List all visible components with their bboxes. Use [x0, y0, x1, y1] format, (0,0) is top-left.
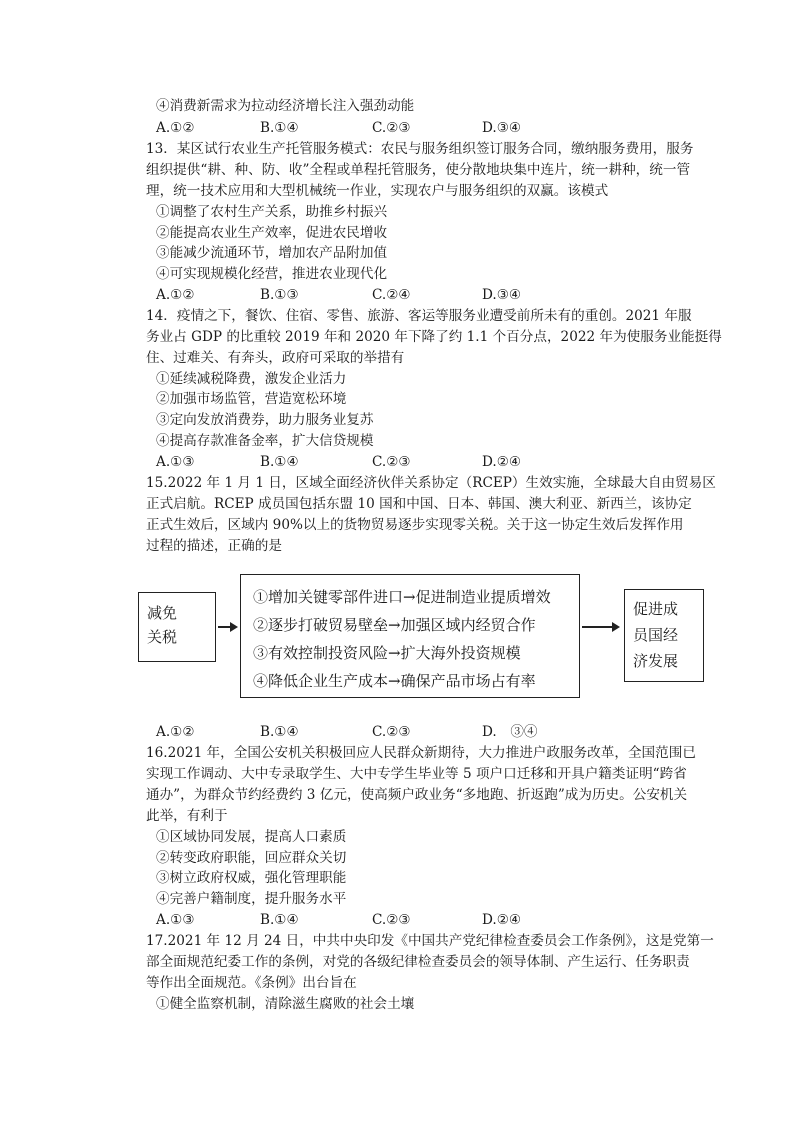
- choice-b: B.①④: [260, 120, 299, 136]
- q17-option-1: ①健全监察机制，清除滋生腐败的社会土壤: [156, 996, 415, 1012]
- end-box-line1: 促进成: [633, 600, 679, 618]
- choice-d: D.③④: [482, 287, 522, 303]
- q17-stem-line3: 等作出全面规范。《条例》出台旨在: [146, 975, 357, 991]
- choice-d: D.②④: [482, 912, 522, 928]
- start-box-line1: 减免: [147, 604, 178, 622]
- rcep-flow-diagram: [130, 562, 710, 712]
- q17-stem-line1: 17.2021 年 12 月 24 日，中共中央印发《中国共产党纪律检查委员会工作条例》，这是党第一: [146, 933, 714, 949]
- choice-d: D. ③④: [482, 724, 538, 740]
- prev-option-4: ④消费新需求为拉动经济增长注入强劲动能: [156, 98, 415, 114]
- q15-stem-line3: 正式生效后，区域内 90%以上的货物贸易逐步实现零关税。关于这一协定生效后发挥作用: [146, 517, 684, 533]
- start-box-line2: 关税: [147, 628, 178, 646]
- diagram-item-1: ①增加关键零部件进口→促进制造业提质增效: [253, 588, 551, 606]
- q13-option-4: ④可实现规模化经营，推进农业现代化: [156, 266, 388, 282]
- q16-option-3: ③树立政府权威，强化管理职能: [156, 870, 347, 886]
- diagram-middle-box: [240, 574, 580, 698]
- choice-b: B.①④: [260, 454, 299, 470]
- q16-stem-line1: 16.2021 年，全国公安机关积极回应人民群众新期待，大力推进户政服务改革，全国范围已: [146, 745, 696, 761]
- choice-d: D.③④: [482, 120, 522, 136]
- choice-b: B.①④: [260, 724, 299, 740]
- q15-stem-line4: 过程的描述，正确的是: [146, 538, 282, 554]
- end-box-line3: 济发展: [633, 652, 679, 670]
- choice-c: C.②④: [372, 287, 411, 303]
- q16-option-4: ④完善户籍制度，提升服务水平: [156, 891, 347, 907]
- q15-stem-line2: 正式启航。RCEP 成员国包括东盟 10 国和中国、日本、韩国、澳大利亚、新西兰，该协定: [146, 496, 692, 512]
- q13-stem-line3: 理，统一技术应用和大型机械统一作业，实现农户与服务组织的双赢。该模式: [146, 183, 609, 199]
- choice-b: B.①③: [260, 287, 299, 303]
- arrow-right-icon: [582, 626, 618, 628]
- diagram-item-3: ③有效控制投资风险→扩大海外投资规模: [253, 644, 521, 662]
- q14-option-2: ②加强市场监管，营造宽松环境: [156, 391, 347, 407]
- q13-stem-line2: 组织提供“耕、种、防、收”全程或单程托管服务，使分散地块集中连片，统一耕种，统一管: [146, 162, 691, 178]
- q14-option-1: ①延续减税降费，激发企业活力: [156, 371, 347, 387]
- choice-a: A.①②: [156, 120, 195, 136]
- choice-c: C.②③: [372, 724, 411, 740]
- arrow-right-icon: [218, 626, 236, 628]
- q16-stem-line2: 实现工作调动、大中专录取学生、大中专学生毕业等 5 项户口迁移和开具户籍类证明“跨省: [146, 766, 687, 782]
- choice-a: A.①③: [156, 912, 195, 928]
- choice-c: C.②③: [372, 454, 411, 470]
- choice-d: D.②④: [482, 454, 522, 470]
- q15-stem-line1: 15.2022 年 1 月 1 日，区域全面经济伙伴关系协定（RCEP）生效实施，全球最大自由贸易区: [146, 475, 716, 491]
- choice-c: C.②③: [372, 912, 411, 928]
- choice-b: B.①④: [260, 912, 299, 928]
- end-box-line2: 员国经: [633, 626, 679, 644]
- diagram-item-2: ②逐步打破贸易壁垒→加强区域内经贸合作: [253, 616, 536, 634]
- diagram-item-4: ④降低企业生产成本→确保产品市场占有率: [253, 672, 536, 690]
- q16-option-2: ②转变政府职能，回应群众关切: [156, 850, 347, 866]
- q14-stem-line1: 14．疫情之下，餐饮、住宿、零售、旅游、客运等服务业遭受前所未有的重创。2021 年服: [146, 308, 692, 324]
- q14-option-3: ③定向发放消费券，助力服务业复苏: [156, 412, 374, 428]
- q16-option-1: ①区域协同发展，提高人口素质: [156, 829, 347, 845]
- q13-option-3: ③能减少流通环节，增加农产品附加值: [156, 245, 388, 261]
- q13-option-2: ②能提高农业生产效率，促进农民增收: [156, 225, 388, 241]
- q14-option-4: ④提高存款准备金率，扩大信贷规模: [156, 433, 374, 449]
- q13-stem-line1: 13．某区试行农业生产托管服务模式：农民与服务组织签订服务合同，缴纳服务费用，服务: [146, 141, 694, 157]
- diagram-start-box: [138, 592, 216, 662]
- choice-a: A.①②: [156, 724, 195, 740]
- diagram-end-box: [624, 589, 704, 682]
- q14-stem-line2: 务业占 GDP 的比重较 2019 年和 2020 年下降了约 1.1 个百分点，2022 年为使服务业能挺得: [146, 329, 722, 345]
- choice-c: C.②③: [372, 120, 411, 136]
- q16-stem-line4: 此举，有利于: [146, 808, 228, 824]
- choice-a: A.①②: [156, 287, 195, 303]
- q13-option-1: ①调整了农村生产关系，助推乡村振兴: [156, 204, 388, 220]
- q16-stem-line3: 通办”，为群众节约经费约 3 亿元，使高频户政业务“多地跑、折返跑”成为历史。公安机关: [146, 787, 688, 803]
- q14-stem-line3: 住、过难关、有奔头，政府可采取的举措有: [146, 350, 405, 366]
- q17-stem-line2: 部全面规范纪委工作的条例，对党的各级纪律检查委员会的领导体制、产生运行、任务职责: [146, 954, 690, 970]
- choice-a: A.①③: [156, 454, 195, 470]
